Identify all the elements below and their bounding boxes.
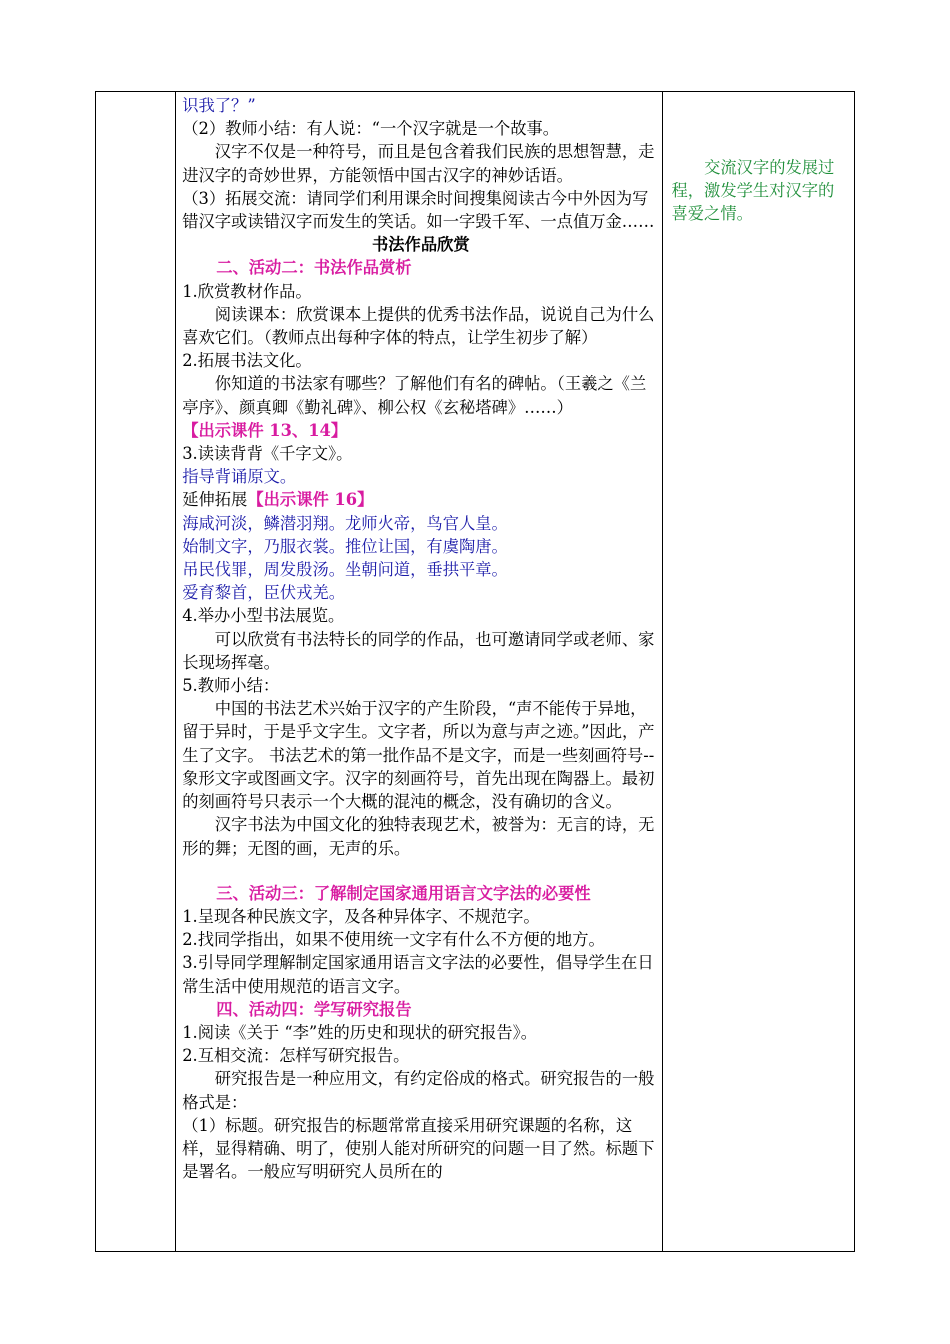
courseware-note: 【出示课件 13、14】 (182, 420, 348, 440)
text-line: 识我了？” (182, 96, 256, 115)
text-line: 2.互相交流：怎样写研究报告。 (182, 1046, 410, 1066)
text-line: 5.教师小结： (182, 676, 280, 696)
poem-line: 始制文字，乃服衣裳。推位让国，有虞陶唐。 (182, 536, 508, 556)
poem-line: 海咸河淡，鳞潜羽翔。龙师火帝，鸟官人皇。 (182, 513, 508, 533)
text-paragraph: （1）标题。研究报告的标题常常直接采用研究课题的名称，这样，显得精确、明了，使别人能对所研究的问题一目了然。标题下是署名。一般应写明研究人员所在的 (182, 1115, 655, 1182)
process-column-cell (176, 92, 663, 1252)
text-paragraph: 阅读课本：欣赏课本上提供的优秀书法作品，说说自己为什么喜欢它们。（教师点出每种字体的特点，让学生初步了解） (182, 304, 655, 348)
activity-heading: 二、活动二：书法作品赏析 (216, 258, 412, 278)
text-paragraph: 汉字不仅是一种符号，而且是包含着我们民族的思想智慧，走进汉字的奇妙世界，方能领悟中国古汉字的神妙话语。 (182, 142, 655, 185)
text-paragraph: 2.找同学指出，如果不使用统一文字有什么不方便的地方。 (182, 930, 605, 950)
courseware-note: 【出示课件 16】 (247, 490, 374, 510)
text-paragraph: 3.引导同学理解制定国家通用语言文字法的必要性，倡导学生在日常生活中使用规范的语言文字。 (182, 953, 654, 996)
spacer (182, 860, 659, 882)
text-line: （2）教师小结：有人说：“一个汉字就是一个故事。 (182, 119, 560, 139)
text-paragraph: （3）拓展交流：请同学们利用课余时间搜集阅读古今中外因为写错汉字或读错汉字而发生的笑话。如一字毁千军、一点值万金…… (182, 188, 655, 232)
teaching-process (176, 92, 662, 1183)
section-title: 书法作品欣赏 (371, 235, 470, 255)
design-intent-text: 交流汉字的发展过程，激发学生对汉字的喜爱之情。 (671, 158, 835, 224)
text-line: 指导背诵原文。 (182, 467, 297, 487)
text-paragraph: 可以欣赏有书法特长的同学的作品，也可邀请同学或老师、家长现场挥毫。 (182, 629, 655, 672)
poem-line: 吊民伐罪，周发殷汤。坐朝问道，垂拱平章。 (182, 560, 508, 580)
text-line: 1.欣赏教材作品。 (182, 281, 312, 301)
extension-label: 延伸拓展 (182, 490, 248, 510)
text-line: 2.拓展书法文化。 (182, 351, 312, 371)
text-line: 1.阅读《关于 “李”姓的历史和现状的研究报告》。 (182, 1022, 538, 1042)
text-paragraph: 中国的书法艺术兴始于汉字的产生阶段，“声不能传于异地，留于异时，于是乎文字生。文字者，所以为意与声之迹。”因此，产生了文字。 书法艺术的第一批作品不是文字，而是一些刻画符号--象形文字或图画文字。汉字的刻画符号，首先出现在陶器上。最初的刻画符号只表示一个大概的混沌的概念，没有确切的含义。 (182, 699, 655, 812)
text-line: 4.举办小型书法展览。 (182, 606, 345, 626)
activity-heading: 三、活动三：了解制定国家通用语言文字法的必要性 (216, 883, 591, 903)
text-paragraph: 研究报告是一种应用文，有约定俗成的格式。研究报告的一般格式是： (182, 1069, 655, 1112)
text-paragraph: 汉字书法为中国文化的独特表现艺术，被誉为：无言的诗，无形的舞；无图的画，无声的乐。 (182, 815, 655, 858)
text-line (182, 488, 659, 511)
objective-column-cell (663, 92, 855, 1252)
left-column-cell (96, 92, 176, 1252)
poem-line: 爱育黎首，臣伏戎羌。 (182, 583, 346, 603)
text-line: 3.读读背背《千字文》。 (182, 444, 353, 464)
lesson-plan-table (95, 91, 855, 1252)
table-row (96, 92, 855, 1252)
activity-heading: 四、活动四：学写研究报告 (216, 999, 412, 1019)
text-paragraph: 你知道的书法家有哪些？了解他们有名的碑帖。（王羲之《兰亭序》、颜真卿《勤礼碑》、柳公权《玄秘塔碑》……） (182, 374, 647, 417)
text-line: 1.呈现各种民族文字，及各种异体字、不规范字。 (182, 906, 540, 926)
